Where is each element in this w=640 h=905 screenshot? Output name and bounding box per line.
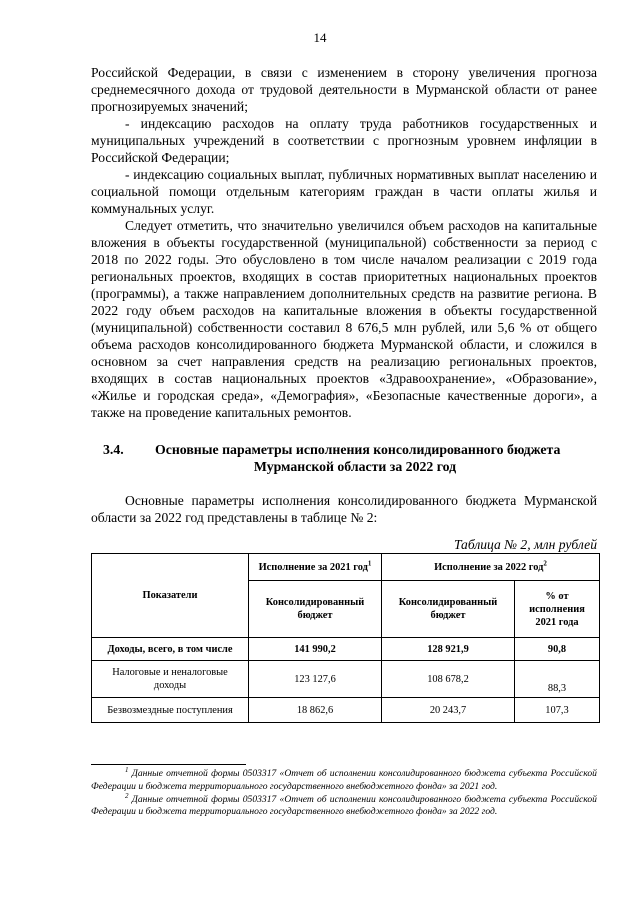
footnote-separator: [91, 764, 246, 765]
header-2022: Исполнение за 2022 год$^2$: [382, 554, 600, 581]
row-2021: 18 862,6: [249, 698, 382, 723]
section-heading: [91, 441, 597, 475]
row-name: Доходы, всего, в том числе: [92, 638, 249, 661]
row-2021: 141 990,2: [249, 638, 382, 661]
table-row: [92, 661, 600, 698]
table-caption: Таблица № 2, млн рублей: [453, 537, 597, 552]
paragraph-4: Следует отметить, что значительно увеличился объем расходов на капитальные вложения в объекты государственной (муниципальной) собственности за период с 2018 по 2022 годы. Это обусловлено в том числе началом реализации с 2019 года региональных проектов, входящих в состав приоритетных национальных проектов (программы), а также направлением дополнительных средств на развитие региона. В 2022 году объем расходов на капитальные вложения в объекты государственной (муниципальной) собственности составил 8 676,5 млн рублей, или 5,6 % от общего объема расходов консолидированного бюджета Мурманской области, и сложился в основном за счет направления средств на реализацию региональных проектов, входящих в состав национальных проектов «Здравоохранение», «Образование», «Жилье и городская среда», «Демография», «Безопасные качественные дороги», а также на проведение капитальных ремонтов.: [91, 218, 597, 420]
table-header-row: [92, 554, 600, 581]
table-row: [92, 698, 600, 723]
section-number: 3.4.: [103, 442, 124, 457]
row-2022: 108 678,2: [382, 661, 515, 698]
paragraph-1: Российской Федерации, в связи с изменением в сторону увеличения прогноза среднемесячного дохода от трудовой деятельности в Мурманской области от ранее прогнозируемых значений;: [91, 65, 597, 114]
table-intro: Основные параметры исполнения консолидированного бюджета Мурманской области за 2022 год представлены в таблице № 2:: [91, 493, 597, 525]
subheader-consolidated-2021: Консолидированный бюджет: [249, 581, 382, 638]
section-title-line-2: Мурманской области за 2022 год: [253, 459, 457, 474]
header-2021: Исполнение за 2021 год$^1$: [249, 554, 382, 581]
row-2021: 123 127,6: [249, 661, 382, 698]
row-2022: 128 921,9: [382, 638, 515, 661]
paragraph-3: - индексацию социальных выплат, публичных нормативных выплат населению и социальной помощи отдельным категориям граждан в части оплаты жилья и коммунальных услуг.: [91, 167, 597, 216]
table-row: [92, 638, 600, 661]
footnotes: [91, 765, 597, 819]
row-2022: 20 243,7: [382, 698, 515, 723]
subheader-consolidated-2022: Консолидированный бюджет: [382, 581, 515, 638]
footnote-1: $^1$ Данные отчетной формы 0503317 «Отчет об исполнении консолидированного бюджета субъекта Российской Федерации и бюджета территориального государственного внебюджетного фонда» за 2021 год.: [91, 765, 597, 792]
row-name: Безвозмездные поступления: [92, 698, 249, 723]
row-pct: 107,3: [515, 698, 600, 723]
subheader-percent: % от исполнения 2021 года: [515, 581, 600, 638]
document-body: [91, 64, 597, 723]
section-title-line-1: Основные параметры исполнения консолидированного бюджета: [155, 442, 561, 457]
paragraph-2: - индексацию расходов на оплату труда работников государственных и муниципальных учреждений в соответствии с прогнозным уровнем инфляции в Российской Федерации;: [91, 116, 597, 165]
row-pct: 88,3: [515, 661, 600, 698]
budget-table: [91, 553, 600, 723]
row-pct: 90,8: [515, 638, 600, 661]
page-number: 14: [313, 30, 327, 45]
row-name: Налоговые и неналоговые доходы: [92, 661, 249, 698]
footnote-2: $^2$ Данные отчетной формы 0503317 «Отчет об исполнении консолидированного бюджета субъекта Российской Федерации и бюджета территориального государственного внебюджетного фонда» за 2022 год.: [91, 791, 597, 818]
header-indicators: Показатели: [92, 554, 249, 638]
